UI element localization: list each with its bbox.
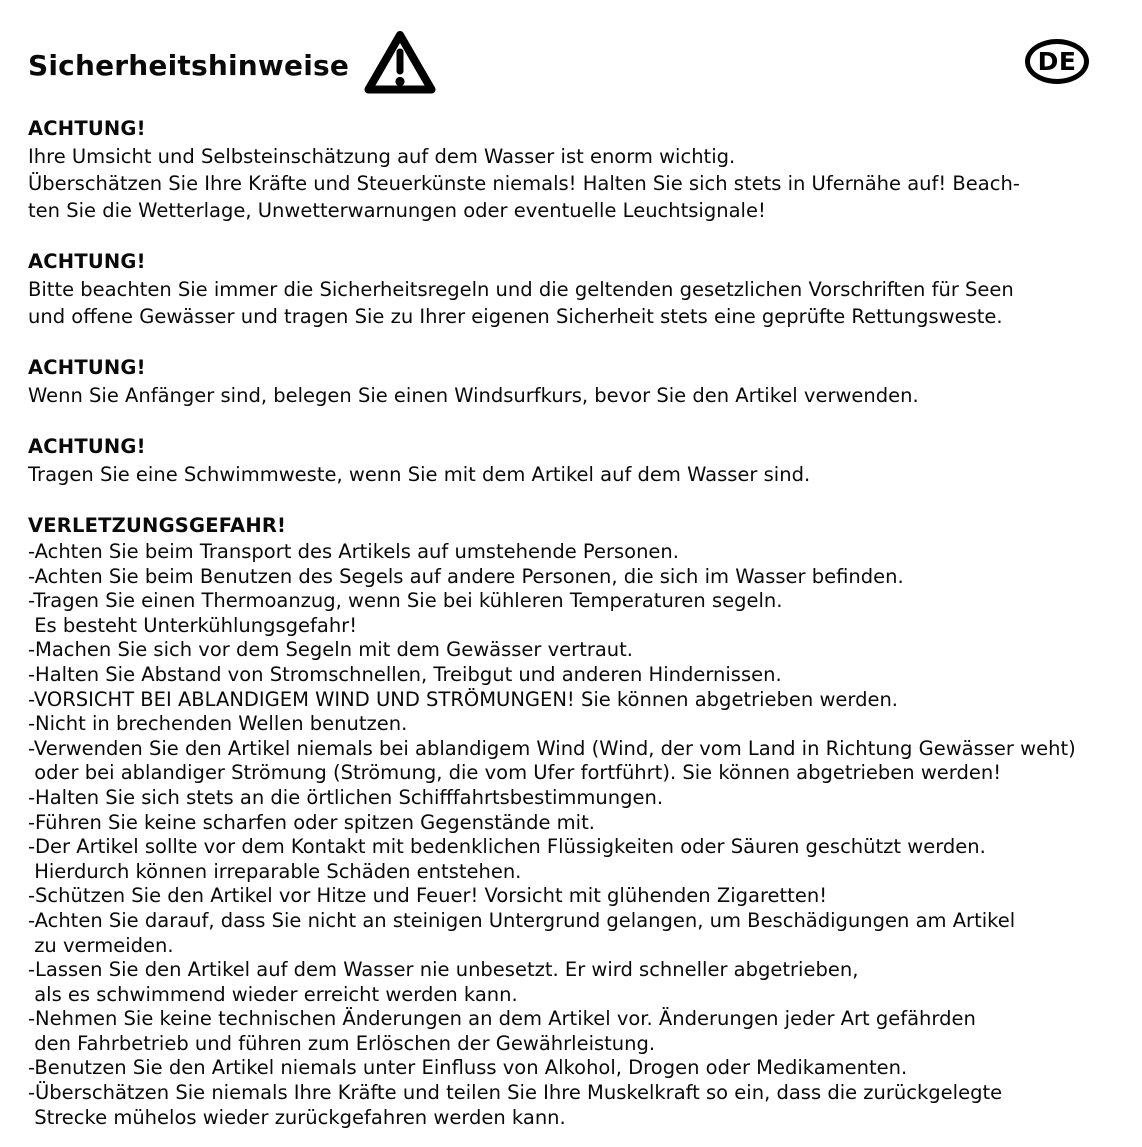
text-line: -Halten Sie sich stets an die örtlichen Schifffahrtsbestimmungen. xyxy=(28,785,664,809)
text-line: -Überschätzen Sie niemals Ihre Kräfte und teilen Sie Ihre Muskelkraft so ein, dass die zurückgelegte xyxy=(28,1081,1003,1105)
text-line: den Fahrbetrieb und führen zum Erlöschen der Gewährleistung. xyxy=(28,1031,656,1055)
section-heading: ACHTUNG! xyxy=(28,250,146,273)
text-line: -Machen Sie sich vor dem Segeln mit dem Gewässer vertraut. xyxy=(28,638,634,662)
text-line: -Benutzen Sie den Artikel niemals unter Einfluss von Alkohol, Drogen oder Medikamenten. xyxy=(28,1056,908,1080)
page-header xyxy=(28,30,1114,102)
text-line: zu vermeiden. xyxy=(28,933,174,957)
text-line: oder bei ablandiger Strömung (Strömung, die vom Ufer fortführt). Sie können abgetrieben werden! xyxy=(28,761,1002,785)
text-line: Wenn Sie Anfänger sind, belegen Sie einen Windsurfkurs, bevor Sie den Artikel verwenden. xyxy=(28,384,919,407)
page-title: Sicherheitshinweise xyxy=(28,49,350,82)
text-line: Tragen Sie eine Schwimmweste, wenn Sie mit dem Artikel auf dem Wasser sind. xyxy=(28,463,811,486)
text-line: -Nehmen Sie keine technischen Änderungen an dem Artikel vor. Änderungen jeder Art gefährden xyxy=(28,1007,976,1031)
text-line: -VORSICHT BEI ABLANDIGEM WIND UND STRÖMUNGEN! Sie können abgetrieben werden. xyxy=(28,687,898,711)
section xyxy=(28,249,1114,330)
text-line: -Halten Sie Abstand von Stromschnellen, Treibgut und anderen Hindernissen. xyxy=(28,662,782,686)
section xyxy=(28,116,1114,224)
warning-triangle-icon xyxy=(363,29,437,99)
text-line: -Verwenden Sie den Artikel niemals bei ablandigem Wind (Wind, der vom Land in Richtung Gewässer weht) xyxy=(28,736,1076,760)
text-line: Es besteht Unterkühlungsgefahr! xyxy=(28,613,358,637)
text-line: Hierdurch können irreparable Schäden entstehen. xyxy=(28,859,522,883)
text-line: ten Sie die Wetterlage, Unwetterwarnungen oder eventuelle Leuchtsignale! xyxy=(28,199,766,222)
text-line: Ihre Umsicht und Selbsteinschätzung auf dem Wasser ist enorm wichtig. xyxy=(28,145,736,168)
sections-container xyxy=(28,116,1114,1130)
section xyxy=(28,355,1114,409)
text-line: -Nicht in brechenden Wellen benutzen. xyxy=(28,712,408,736)
section-heading: ACHTUNG! xyxy=(28,356,146,379)
text-line: Bitte beachten Sie immer die Sicherheitsregeln und die geltenden gesetzlichen Vorschriften für Seen xyxy=(28,278,1014,301)
text-line: und offene Gewässer und tragen Sie zu Ihrer eigenen Sicherheit stets eine geprüfte Rettungsweste. xyxy=(28,305,1003,328)
language-badge xyxy=(1025,39,1089,84)
text-line: -Führen Sie keine scharfen oder spitzen Gegenstände mit. xyxy=(28,810,595,834)
text-line: -Achten Sie darauf, dass Sie nicht an steinigen Untergrund gelangen, um Beschädigungen am Artikel xyxy=(28,908,1016,932)
text-line: -Schützen Sie den Artikel vor Hitze und Feuer! Vorsicht mit glühenden Zigaretten! xyxy=(28,884,828,908)
text-line: -Tragen Sie einen Thermoanzug, wenn Sie bei kühleren Temperaturen segeln. xyxy=(28,589,783,613)
language-badge-label: DE xyxy=(1037,47,1077,76)
text-line: -Achten Sie beim Benutzen des Segels auf andere Personen, die sich im Wasser befinden. xyxy=(28,564,904,588)
section-heading: VERLETZUNGSGEFAHR! xyxy=(28,514,287,537)
section xyxy=(28,434,1114,488)
text-line: Strecke mühelos wieder zurückgefahren werden kann. xyxy=(28,1105,566,1129)
section xyxy=(28,513,1114,1130)
text-line: Überschätzen Sie Ihre Kräfte und Steuerkünste niemals! Halten Sie sich stets in Ufernähe auf! Beach- xyxy=(28,172,1020,195)
text-line: als es schwimmend wieder erreicht werden kann. xyxy=(28,982,518,1006)
text-line: -Der Artikel sollte vor dem Kontakt mit bedenklichen Flüssigkeiten oder Säuren geschützt werden. xyxy=(28,835,986,859)
text-line: -Lassen Sie den Artikel auf dem Wasser nie unbesetzt. Er wird schneller abgetrieben, xyxy=(28,958,859,982)
section-heading: ACHTUNG! xyxy=(28,117,146,140)
section-heading: ACHTUNG! xyxy=(28,435,146,458)
text-line: -Achten Sie beim Transport des Artikels auf umstehende Personen. xyxy=(28,540,679,563)
